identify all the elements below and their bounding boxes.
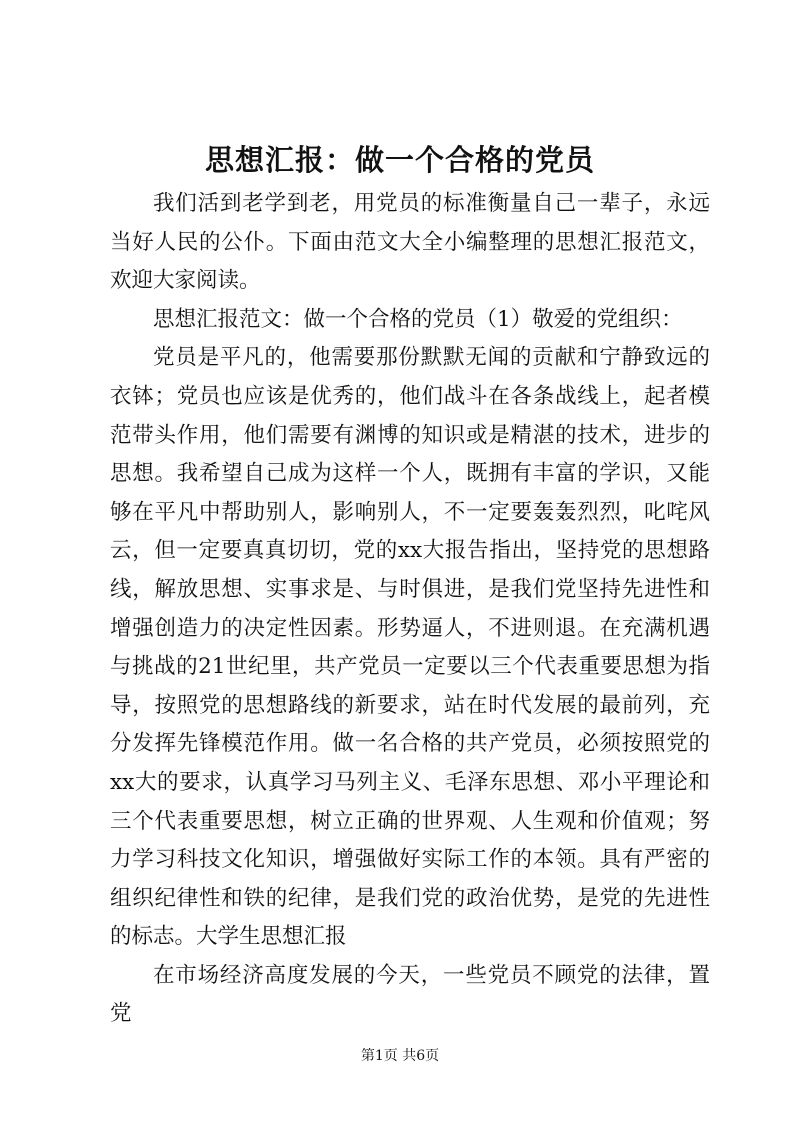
document-body [110,185,710,1034]
paragraph-intro: 我们活到老学到老，用党员的标准衡量自己一辈子，永远当好人民的公仆。下面由范文大全小编整理的思想汇报范文，欢迎大家阅读。 [110,191,710,294]
paragraph-heading: 思想汇报范文：做一个合格的党员（1）敬爱的党组织： [153,306,683,332]
document-title: 思想汇报：做一个合格的党员 [204,143,595,177]
page-footer: 第1页 共6页 [360,1048,440,1064]
paragraph-continued: 在市场经济高度发展的今天，一些党员不顾党的法律，置党 [110,962,710,1027]
paragraph-main: 党员是平凡的，他需要那份默默无闻的贡献和宁静致远的衣钵；党员也应该是优秀的，他们战斗在各条战线上，起者模范带头作用，他们需要有渊博的知识或是精湛的技术，进步的思想。我希望自己成为这样一个人，既拥有丰富的学识，又能够在平凡中帮助别人，影响别人，不一定要轰轰烈烈，叱咤风云，但一定要真真切切，党的xx大报告指出，坚持党的思想路线，解放思想、实事求是、与时俱进，是我们党坚持先进性和增强创造力的决定性因素。形势逼人，不进则退。在充满机遇与挑战的21世纪里，共产党员一定要以三个代表重要思想为指导，按照党的思想路线的新要求，站在时代发展的最前列，充分发挥先锋模范作用。做一名合格的共产党员，必须按照党的xx大的要求，认真学习马列主义、毛泽东思想、邓小平理论和三个代表重要思想，树立正确的世界观、人生观和价值观；努力学习科技文化知识，增强做好实际工作的本领。具有严密的组织纪律性和铁的纪律，是我们党的政治优势，是党的先进性的标志。大学生思想汇报 [110,345,710,950]
